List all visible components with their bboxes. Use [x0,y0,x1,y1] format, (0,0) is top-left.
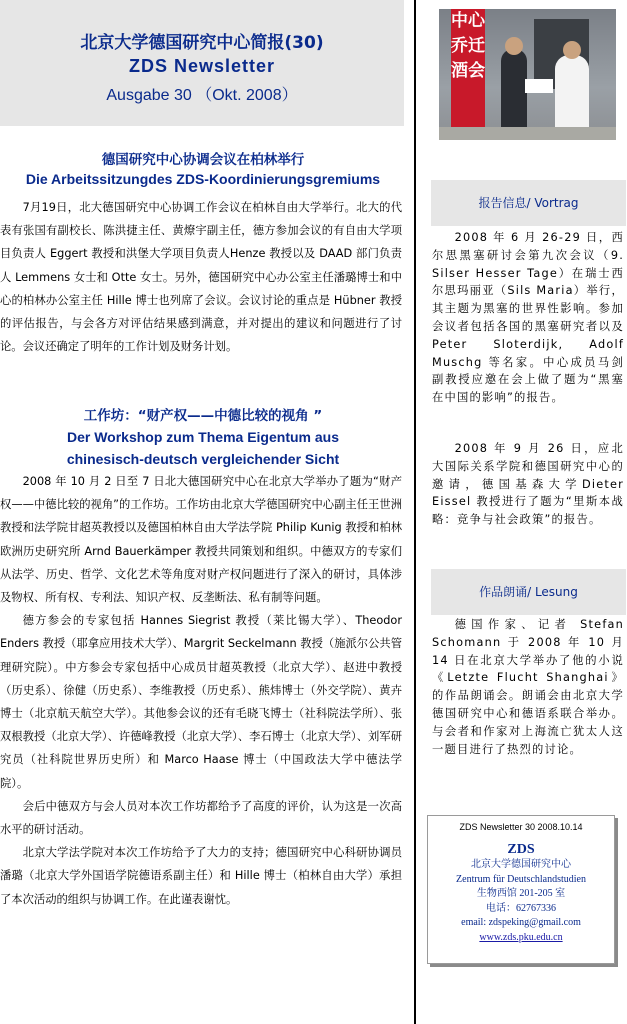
sidebar-heading-lesung: 作品朗诵/ Lesung [431,569,626,615]
article-coordination-meeting [0,148,406,358]
contact-box [427,815,615,964]
paragraph: 2008 年 10 月 2 日至 7 日北大德国研究中心在北京大学举办了题为“财产权——中德比较的视角”的工作坊。工作坊由北京大学德国研究中心副主任王世洲教授和法学院甘超英教授以及德国柏林自由大学法学院 Philip Kunig 教授和柏林欧洲历史研究所 Arnd Bauerkämper 教授共同策划和组织。中德双方的专家们从法学、历史、哲学、文化艺术等角度对财产权问题进行了深入的研讨，具体涉及物权、所有权、专利法、知识产权、反垄断法、私有制等问题。 [0,475,402,605]
sidebar-heading-vortrag: 报告信息/ Vortrag [431,180,626,226]
photo-person-left [501,49,527,129]
article-heading-de-line2: chinesisch-deutsch vergleichender Sicht [66,451,340,467]
newsletter-title-de: ZDS Newsletter [128,56,276,76]
paragraph: 北京大学法学院对本次工作坊给予了大力的支持；德国研究中心科研协调员潘璐（北京大学外国语学院德语系副主任）和 Hille 博士（柏林自由大学）承担了本次活动的组织与协调工作。在此谨表谢忱。 [0,846,402,906]
photo-person-right-head [563,41,581,59]
photo-steps [439,127,616,140]
column-divider [414,0,416,1024]
contact-website-link[interactable]: www.zds.pku.edu.cn [479,931,563,943]
sidebar-paragraph [432,440,624,529]
article-heading-cn: 工作坊：“财产权——中德比较的视角 ” [83,408,323,424]
photo-red-banner: 中心乔迁酒会 [451,9,485,140]
article-workshop [0,404,406,911]
article-heading-cn: 德国研究中心协调会议在柏林举行 [101,152,305,168]
paragraph: 德方参会的专家包括 Hannes Siegrist 教授（莱比锡大学）、Theodor Enders 教授（耶拿应用技术大学）、Margrit Seckelmann 教授（施派尔公共管理研究院）。中方参会专家包括中心成员甘超英教授（北京大学）、赵进中教授（历史系）、徐健（历史系）、李维教授（历史系）、熊炜博士（外交学院）、黄卉博士（北京航天航空大学）。其他参会议的还有毛晓飞博士（社科院法学所）、张双根教授（北京大学）、许德峰教授（北京大学）、李石博士（北京大学）、刘军研究员（社科院世界历史所）和 Marco Haase 博士（中国政法大学中德法学院）。 [0,614,402,790]
photo-document [525,79,553,93]
sidebar-paragraph [432,616,624,758]
article-body [0,196,406,358]
contact-line: Zentrum für Deutschlandstudien [456,873,586,885]
paragraph: 7月19日，北大德国研究中心协调工作会议在柏林自由大学举行。北大的代表有张国有副校长、陈洪捷主任、黄燎宇副主任，德方参加会议的有自由大学项目负责人 Eggert 教授和洪堡大学项目负责人Henze 教授以及 DAAD 部门负责人 Lemmens 女士和 Otte 女士。另外，德国研究中心办公室主任潘璐博士和中心的柏林办公室主任 Hille 博士也列席了会议。会议讨论的重点是 Hübner 教授的评估报告，与会各方对评估结果感到满意，并对提出的建议和问题进行了讨论。会议还确定了明年的工作计划及财务计划。 [0,201,402,354]
contact-line: 北京大学德国研究中心 [471,859,571,870]
contact-email[interactable]: email: zdspeking@gmail.com [461,917,581,928]
photo-person-right [555,55,589,135]
contact-issue-line: ZDS Newsletter 30 2008.10.14 [459,822,583,832]
contact-org: ZDS [507,842,535,857]
paragraph: 2008 年 6 月 26-29 日，西尔思黑塞研讨会第九次会议（9. Silser Hesser Tage）在瑞士西尔思玛丽亚（Sils Maria）举行，其主题为黑塞的世界性影响。参加会议者包括各国的黑塞研究者以及Peter Sloterdijk, Adolf Muschg 等名家。中心成员马剑副教授应邀在会上做了题为“黑塞在中国的影响”的报告。 [432,231,624,405]
paragraph: 德国作家、记者 Stefan Schomann 于 2008 年 10 月 14 日在北京大学举办了他的小说《Letzte Flucht Shanghai》的作品朗诵会。朗诵会由北京大学德国研究中心和德语系联合举办。与会者和作家对上海流亡犹太人这一题目进行了热烈的讨论。 [432,618,624,756]
newsletter-title-cn: 北京大学德国研究中心简报(30) [80,33,324,53]
article-body [0,470,406,911]
event-photo [439,9,616,140]
article-heading-de: Die Arbeitssitzungdes ZDS-Koordinierungsgremiums [25,171,381,187]
paragraph: 2008 年 9 月 26 日，应北大国际关系学院和德国研究中心的邀请，德国基森大学Dieter Eissel 教授进行了题为“里斯本战略：竞争与社会政策”的报告。 [432,442,624,527]
contact-line: 生物西馆 201-205 室 [476,888,566,899]
masthead [0,0,404,126]
article-heading-de-line1: Der Workshop zum Thema Eigentum aus [66,429,339,445]
contact-line: 电话：62767336 [486,902,556,914]
sidebar-paragraph [432,229,624,407]
paragraph: 会后中德双方与会人员对本次工作坊都给予了高度的评价，认为这是一次高水平的研讨活动。 [0,799,402,837]
issue-label: Ausgabe 30 （Okt. 2008） [106,87,298,104]
photo-person-left-head [505,37,523,55]
